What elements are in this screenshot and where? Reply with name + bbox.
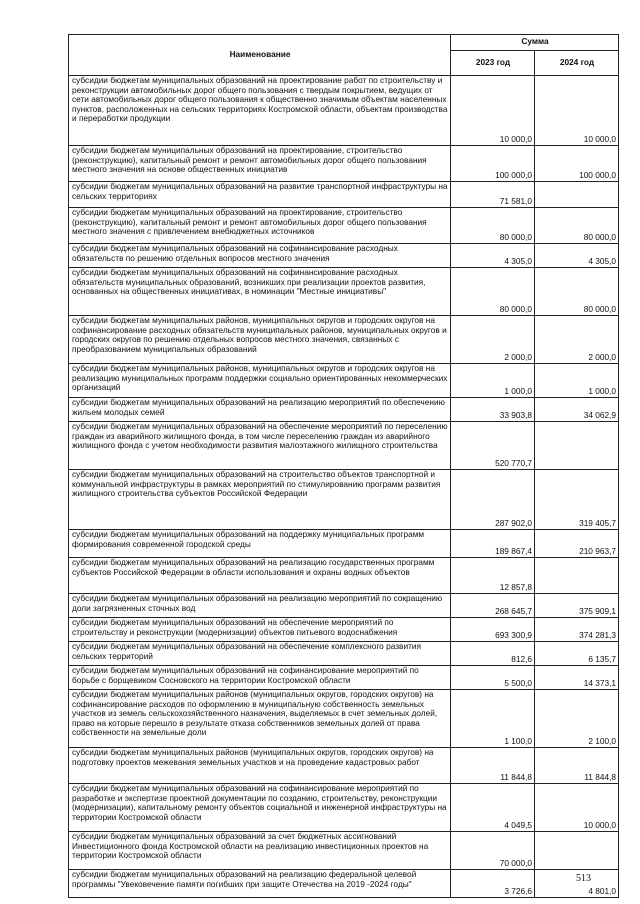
table-row (69, 832, 619, 870)
row-value-2024 (535, 832, 619, 870)
row-name: субсидии бюджетам муниципальных районов, муниципальных округов и городских округов на реализацию муниципальных программ поддержки социально ориентированных некоммерческих организаций (69, 364, 451, 398)
row-value-2023: 12 857,8 (451, 558, 535, 594)
row-value-2023: 3 726,6 (451, 870, 535, 898)
table-row (69, 558, 619, 594)
row-value-2024: 2 000,0 (535, 316, 619, 364)
row-value-2023: 10 000,0 (451, 76, 535, 146)
page-number: 513 (576, 873, 591, 884)
row-name: субсидии бюджетам муниципальных образований на проектирование работ по строительству и реконструкции автомобильных дорог общего пользования с твердым покрытием, ведущих от сети автомобильных дорог общего пользования к общественно значимым объектам населенных пунктов, расположенных на сельских территориях Костромской области, объектам производства и переработки продукции (69, 76, 451, 146)
document-page (68, 34, 618, 898)
row-value-2024: 100 000,0 (535, 146, 619, 182)
row-name: субсидии бюджетам муниципальных образований на реализацию мероприятий по обеспечению жильем молодых семей (69, 398, 451, 422)
table-row (69, 244, 619, 268)
table-row (69, 870, 619, 898)
row-value-2023: 71 581,0 (451, 182, 535, 208)
table-row (69, 666, 619, 690)
row-name: субсидии бюджетам муниципальных образований на реализацию мероприятий по сокращению доли загрязненных сточных вод (69, 594, 451, 618)
row-name: субсидии бюджетам муниципальных образований за счет бюджетных ассигнований Инвестиционного фонда Костромской области на реализацию инвестиционных проектов на территории Костромской области (69, 832, 451, 870)
row-value-2024: 2 100,0 (535, 690, 619, 748)
row-value-2023: 2 000,0 (451, 316, 535, 364)
row-value-2023: 33 903,8 (451, 398, 535, 422)
row-name: субсидии бюджетам муниципальных образований на развитие транспортной инфраструктуры на сельских территориях (69, 182, 451, 208)
row-value-2023: 1 000,0 (451, 364, 535, 398)
row-name: субсидии бюджетам муниципальных образований на реализацию государственных программ субъектов Российской Федерации в области использования и охраны водных объектов (69, 558, 451, 594)
row-name: субсидии бюджетам муниципальных районов (муниципальных округов, городских округов) на софинансирование расходов по оформлению в муниципальную собственность земельных участков из земель сельскохозяйственного назначения, выделяемых в счет земельных долей, право на которые перешло в результате отказа собственников земельных долей от права собственности на земельные доли (69, 690, 451, 748)
table-row (69, 398, 619, 422)
row-value-2023: 4 305,0 (451, 244, 535, 268)
table-row (69, 748, 619, 784)
row-value-2023: 693 300,9 (451, 618, 535, 642)
table-row (69, 594, 619, 618)
row-name: субсидии бюджетам муниципальных районов, муниципальных округов и городских округов на софинансирование расходных обязательств муниципальных районов, муниципальных округов и городских округов по решению отдельных вопросов местного значения, связанных с преобразованием муниципальных образований (69, 316, 451, 364)
row-value-2024: 4 305,0 (535, 244, 619, 268)
row-name: субсидии бюджетам муниципальных образований на софинансирование расходных обязательств по решению отдельных вопросов местного значения (69, 244, 451, 268)
row-name: субсидии бюджетам муниципальных образований на софинансирование расходных обязательств муниципальных образований, возникших при реализации проектов развития, основанных на общественных инициативах, в номинации "Местные инициативы" (69, 268, 451, 316)
row-name: субсидии бюджетам муниципальных образований на строительство объектов транспортной и коммунальной инфраструктуры в рамках мероприятий по стимулированию программ развития жилищного строительства субъектов Российской Федерации (69, 470, 451, 530)
row-value-2023: 287 902,0 (451, 470, 535, 530)
row-value-2023: 189 867,4 (451, 530, 535, 558)
row-value-2024: 14 373,1 (535, 666, 619, 690)
table-row (69, 76, 619, 146)
row-value-2024 (535, 182, 619, 208)
header-sum: Сумма (451, 35, 619, 51)
row-name: субсидии бюджетам муниципальных районов (муниципальных округов, городских округов) на подготовку проектов межевания земельных участков и на проведение кадастровых работ (69, 748, 451, 784)
row-value-2024 (535, 558, 619, 594)
table-row (69, 268, 619, 316)
table-body (69, 76, 619, 898)
header-year-2024: 2024 год (535, 50, 619, 76)
row-name: субсидии бюджетам муниципальных образований на реализацию федеральной целевой программы "Увековечение памяти погибших при защите Отечества на 2019 -2024 годы" (69, 870, 451, 898)
row-value-2024: 319 405,7 (535, 470, 619, 530)
table-row (69, 146, 619, 182)
row-name: субсидии бюджетам муниципальных образований на софинансирование мероприятий по борьбе с борщевиком Сосновского на территории Костромской области (69, 666, 451, 690)
table-row (69, 530, 619, 558)
row-value-2023: 812,6 (451, 642, 535, 666)
row-value-2024: 80 000,0 (535, 208, 619, 244)
table-row (69, 208, 619, 244)
row-name: субсидии бюджетам муниципальных образований на обеспечение мероприятий по строительству и реконструкции (модернизации) объектов питьевого водоснабжения (69, 618, 451, 642)
row-value-2024: 374 281,3 (535, 618, 619, 642)
row-value-2024: 4 801,0 (535, 870, 619, 898)
budget-table (68, 34, 619, 898)
row-value-2024: 6 135,7 (535, 642, 619, 666)
table-row (69, 422, 619, 470)
row-value-2023: 70 000,0 (451, 832, 535, 870)
header-year-2023: 2023 год (451, 50, 535, 76)
row-value-2024: 10 000,0 (535, 784, 619, 832)
row-value-2024: 210 963,7 (535, 530, 619, 558)
row-value-2024: 80 000,0 (535, 268, 619, 316)
table-row (69, 364, 619, 398)
row-value-2023: 80 000,0 (451, 268, 535, 316)
row-value-2024: 34 062,9 (535, 398, 619, 422)
table-row (69, 316, 619, 364)
row-name: субсидии бюджетам муниципальных образований на проектирование, строительство (реконструкцию), капитальный ремонт и ремонт автомобильных дорог общего пользования местного значения с привлечением внебюджетных источников (69, 208, 451, 244)
row-value-2023: 100 000,0 (451, 146, 535, 182)
row-name: субсидии бюджетам муниципальных образований на обеспечение мероприятий по переселению граждан из аварийного жилищного фонда, в том числе переселению граждан из аварийного жилищного фонда с учетом необходимости развития малоэтажного жилищного строительства (69, 422, 451, 470)
header-name: Наименование (69, 35, 451, 76)
table-row (69, 642, 619, 666)
row-value-2023: 268 645,7 (451, 594, 535, 618)
row-name: субсидии бюджетам муниципальных образований на обеспечение комплексного развития сельских территорий (69, 642, 451, 666)
row-value-2023: 5 500,0 (451, 666, 535, 690)
table-row (69, 784, 619, 832)
row-value-2023: 80 000,0 (451, 208, 535, 244)
row-value-2023: 1 100,0 (451, 690, 535, 748)
row-value-2023: 520 770,7 (451, 422, 535, 470)
row-value-2024: 1 000,0 (535, 364, 619, 398)
row-name: субсидии бюджетам муниципальных образований на софинансирование мероприятий по разработке и экспертизе проектной документации по созданию, строительству, реконструкции (модернизации), капитальному ремонту объектов социальной и инженерной инфраструктуры на территории Костромской области (69, 784, 451, 832)
row-value-2023: 4 049,5 (451, 784, 535, 832)
row-name: субсидии бюджетам муниципальных образований на поддержку муниципальных программ формирования современной городской среды (69, 530, 451, 558)
table-row (69, 690, 619, 748)
row-value-2024: 10 000,0 (535, 76, 619, 146)
table-row (69, 618, 619, 642)
row-value-2024: 11 844,8 (535, 748, 619, 784)
row-value-2024: 375 909,1 (535, 594, 619, 618)
row-value-2024 (535, 422, 619, 470)
table-row (69, 470, 619, 530)
table-row (69, 182, 619, 208)
row-name: субсидии бюджетам муниципальных образований на проектирование, строительство (реконструкцию), капитальный ремонт и ремонт автомобильных дорог общего пользования местного значения на основе общественных инициатив (69, 146, 451, 182)
row-value-2023: 11 844,8 (451, 748, 535, 784)
